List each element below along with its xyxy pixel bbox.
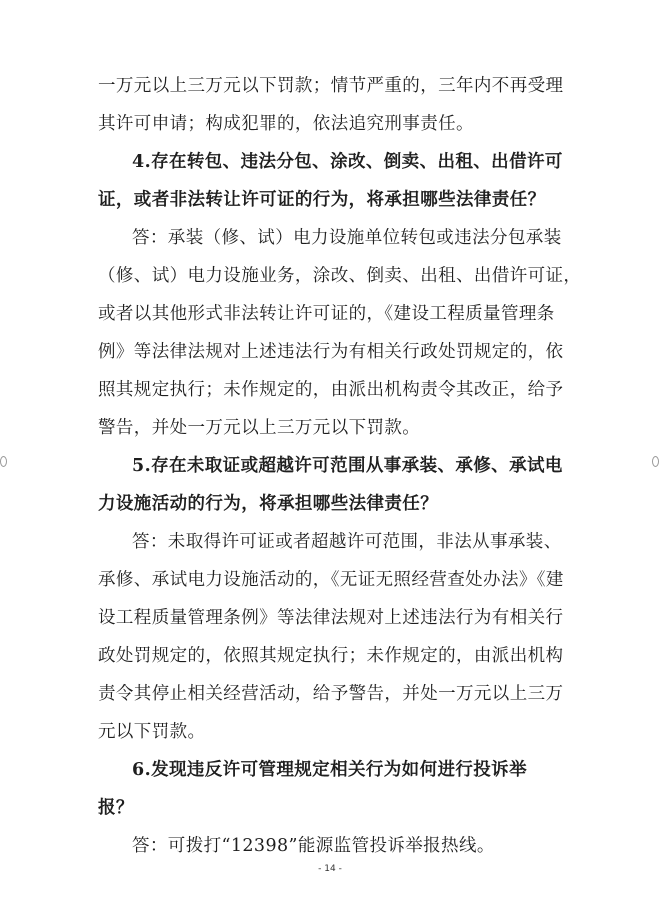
answer-line: 责令其停止相关经营活动，给予警告，并处一万元以上三万 [98, 684, 564, 704]
answer-line: 警告，并处一万元以上三万元以下罚款。 [98, 418, 421, 438]
question-heading: 6.发现违反许可管理规定相关行为如何进行投诉举 [132, 760, 527, 780]
text-line: 一万元以上三万元以下罚款；情节严重的，三年内不再受理 [98, 76, 564, 96]
answer-line: 答：可拨打“12398”能源监管投诉举报热线。 [132, 836, 495, 856]
binding-hole-icon [0, 456, 7, 467]
page-number: - 14 - [318, 864, 342, 874]
binding-hole-icon [652, 456, 659, 467]
question-heading: 力设施活动的行为，将承担哪些法律责任？ [98, 494, 439, 514]
answer-line: 元以下罚款。 [98, 722, 206, 742]
answer-line: 或者以其他形式非法转让许可证的，《建设工程质量管理条 [98, 304, 555, 324]
answer-line: 答：承装（修、试）电力设施单位转包或违法分包承装 [132, 228, 562, 248]
question-heading: 5.存在未取证或超越许可范围从事承装、承修、承试电 [132, 456, 563, 476]
answer-line: 例》等法律法规对上述违法行为有相关行政处罚规定的，依 [98, 342, 564, 362]
question-heading: 4.存在转包、违法分包、涂改、倒卖、出租、出借许可 [132, 152, 563, 172]
answer-line: 承修、承试电力设施活动的，《无证无照经营查处办法》《建 [98, 570, 564, 590]
answer-line: 设工程质量管理条例》等法律法规对上述违法行为有相关行 [98, 608, 564, 628]
answer-line: 答：未取得许可证或者超越许可范围，非法从事承装、 [132, 532, 562, 552]
question-heading: 证，或者非法转让许可证的行为，将承担哪些法律责任？ [98, 190, 546, 210]
answer-line: 照其规定执行；未作规定的，由派出机构责令其改正，给予 [98, 380, 564, 400]
answer-line: 政处罚规定的，依照其规定执行；未作规定的，由派出机构 [98, 646, 564, 666]
question-heading: 报？ [98, 798, 134, 818]
answer-line: （修、试）电力设施业务，涂改、倒卖、出租、出借许可证， [98, 266, 582, 286]
text-line: 其许可申请；构成犯罪的，依法追究刑事责任。 [98, 114, 474, 134]
